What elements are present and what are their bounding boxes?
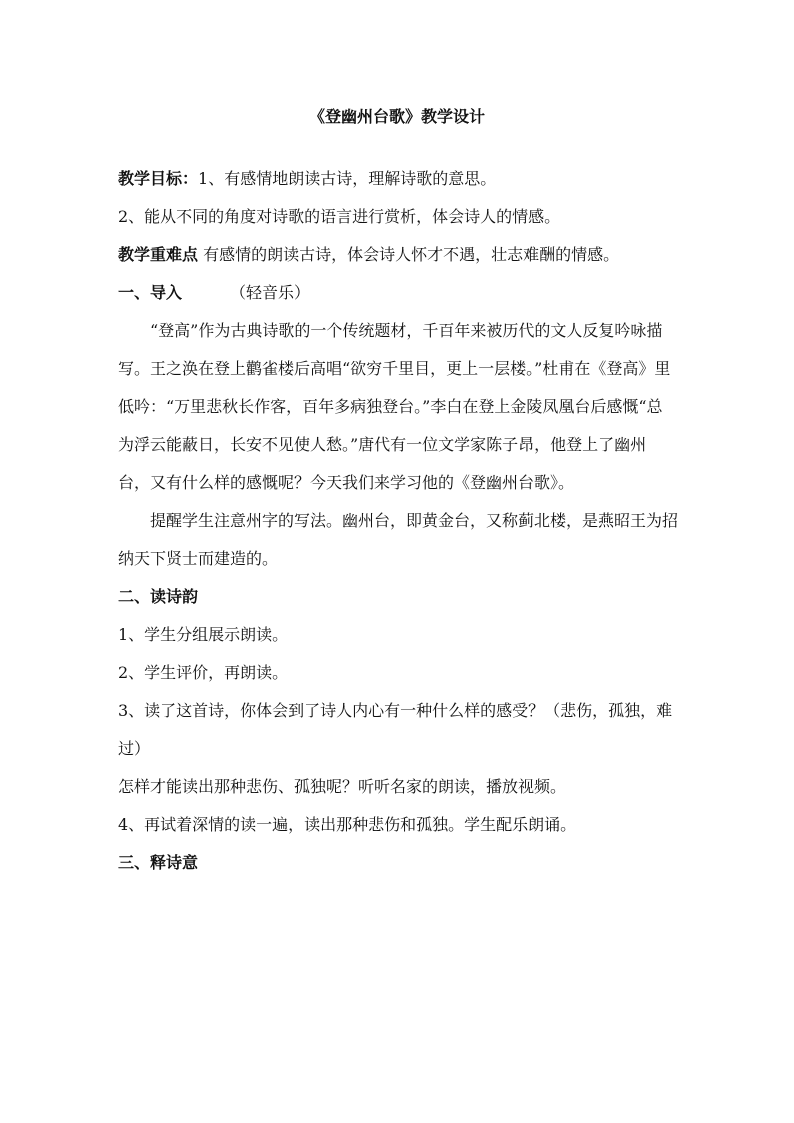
objectives-line [118, 160, 678, 198]
section2-item-3-follow: 怎样才能读出那种悲伤、孤独呢？听听名家的朗读，播放视频。 [118, 777, 567, 796]
section1-heading: 一、导入 [118, 283, 183, 302]
objectives-text-1: 1、有感情地朗读古诗，理解诗歌的意思。 [198, 169, 497, 188]
section2-item-3: 3、读了这首诗，你体会到了诗人内心有一种什么样的感受？（悲伤，孤独，难过） [118, 701, 673, 758]
key-points-text: 有感情的朗读古诗，体会诗人怀才不遇，壮志难酬的情感。 [203, 245, 620, 264]
section1-heading-line [118, 274, 678, 312]
section1-paragraph-1: “登高”作为古典诗歌的一个传统题材，千百年来被历代的文人反复吟咏描写。王之涣在登上鹳雀楼后高唱“欲穷千里目，更上一层楼。”杜甫在《登高》里低吟：“万里悲秋长作客，百年多病独登台。”李白在登上金陵凤凰台后感慨“总为浮云能蔽日，长安不见使人愁。”唐代有一位文学家陈子昂，他登上了幽州台，又有什么样的感慨呢？今天我们来学习他的《登幽州台歌》。 [118, 321, 671, 492]
section2-item-1: 1、学生分组展示朗读。 [118, 625, 289, 644]
document-title: 《登幽州台歌》教学设计 [308, 107, 485, 126]
section3-heading: 三、释诗意 [118, 853, 199, 872]
section2-item-2: 2、学生评价，再朗读。 [118, 663, 289, 682]
document-body [118, 160, 678, 882]
objectives-label: 教学目标： [118, 169, 199, 188]
section2-item-4: 4、再试着深情的读一遍，读出那种悲伤和孤独。学生配乐朗诵。 [118, 815, 577, 834]
section2-heading: 二、读诗韵 [118, 587, 199, 606]
key-points-line [118, 236, 678, 274]
key-points-label: 教学重难点 [118, 245, 199, 264]
objectives-text-2: 2、能从不同的角度对诗歌的语言进行赏析，体会诗人的情感。 [118, 207, 561, 226]
section1-note: （轻音乐） [230, 283, 311, 302]
section1-paragraph-2: 提醒学生注意州字的写法。幽州台，即黄金台，又称蓟北楼，是燕昭王为招纳天下贤士而建造的。 [118, 511, 679, 568]
